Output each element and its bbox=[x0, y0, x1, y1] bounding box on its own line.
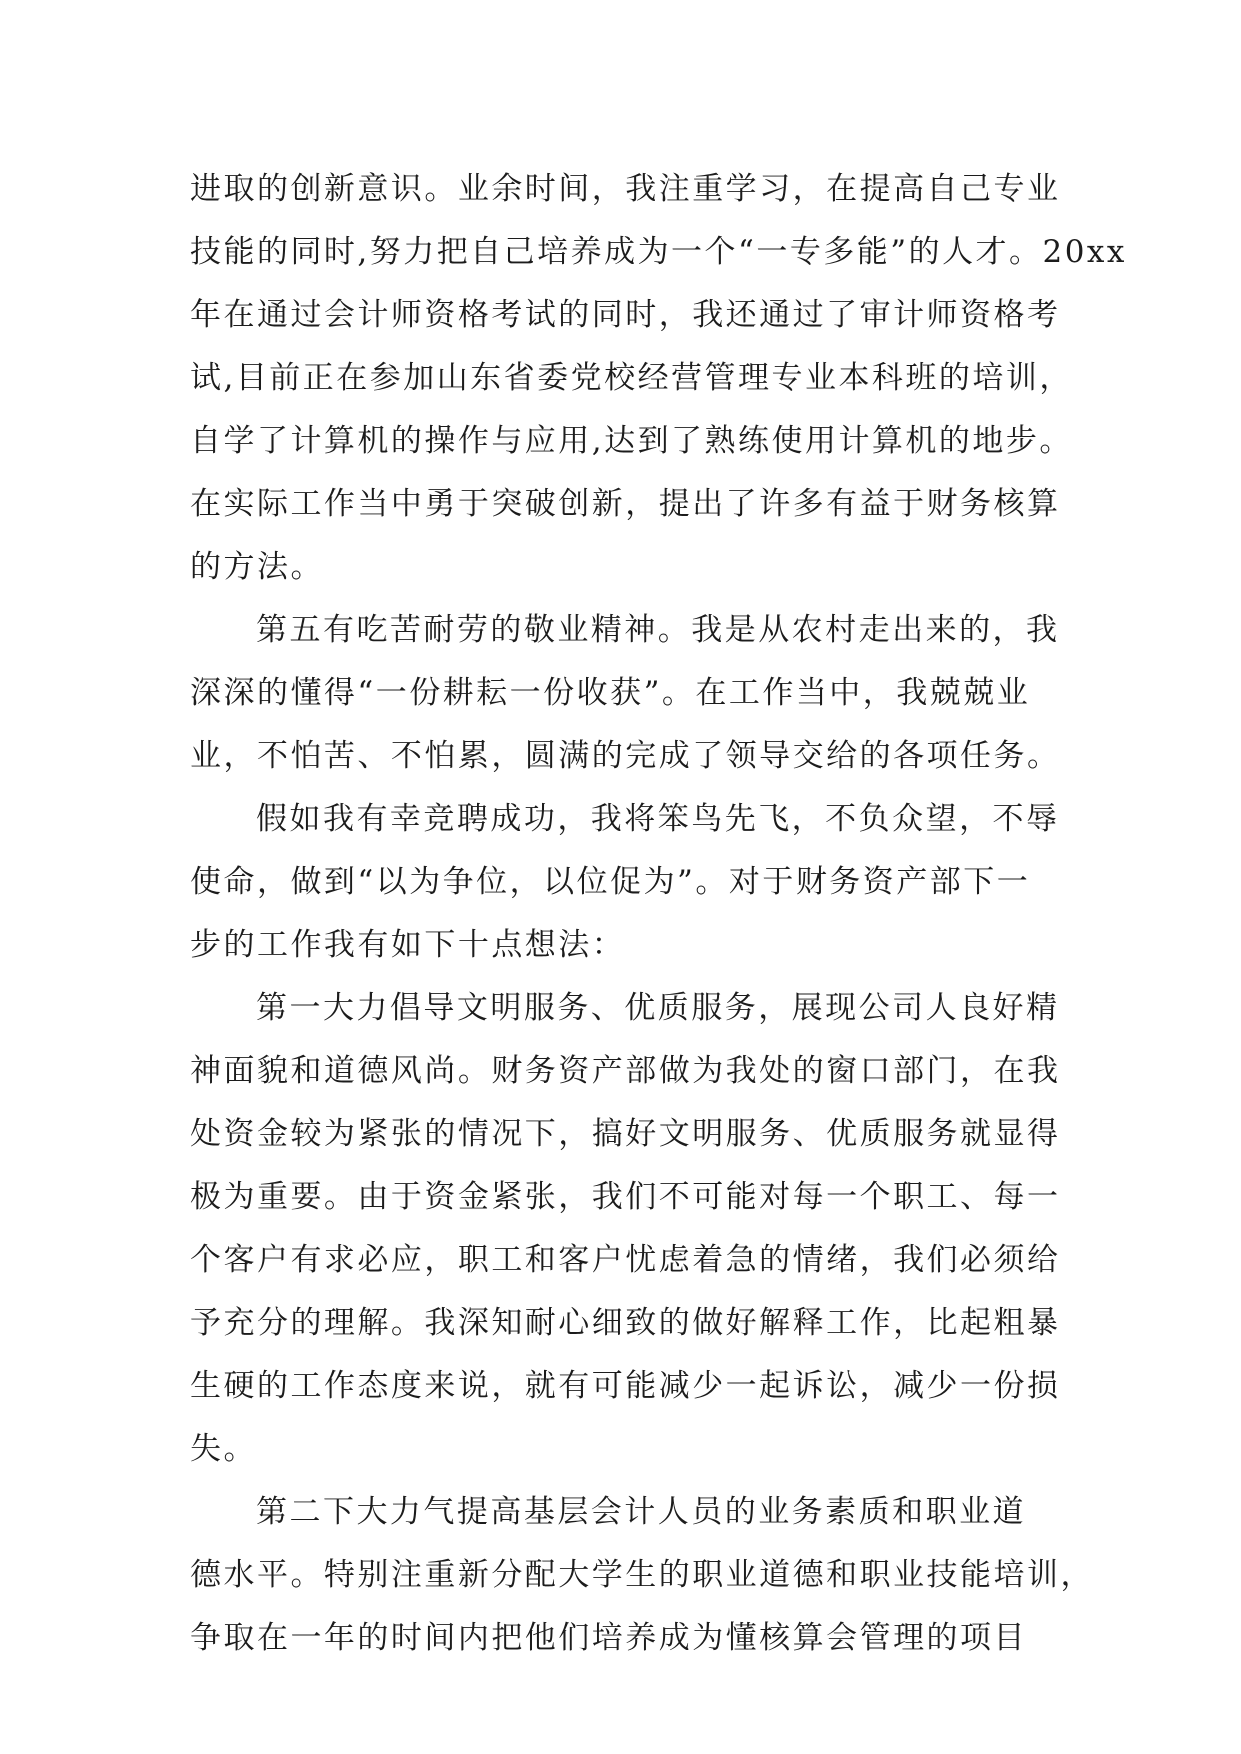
text-line: 争取在一年的时间内把他们培养成为懂核算会管理的项目 bbox=[190, 1620, 1027, 1656]
text-line: 业，不怕苦、不怕累，圆满的完成了领导交给的各项任务。 bbox=[190, 738, 1061, 774]
body-text bbox=[190, 158, 1127, 1670]
text-line: 的方法。 bbox=[190, 549, 324, 585]
paragraph-first-line: 第一大力倡导文明服务、优质服务，展现公司人良好精 bbox=[256, 990, 1060, 1026]
text-line: 进取的创新意识。业余时间，我注重学习，在提高自己专业 bbox=[190, 171, 1061, 207]
text-line: 生硬的工作态度来说，就有可能减少一起诉讼，减少一份损 bbox=[190, 1368, 1061, 1404]
text-line: 自学了计算机的操作与应用,达到了熟练使用计算机的地步。 bbox=[190, 423, 1073, 459]
text-line: 极为重要。由于资金紧张，我们不可能对每一个职工、每一 bbox=[190, 1179, 1061, 1215]
text-line: 步的工作我有如下十点想法： bbox=[190, 927, 626, 963]
paragraph-first-line: 第二下大力气提高基层会计人员的业务素质和职业道 bbox=[256, 1494, 1027, 1530]
text-line: 予充分的理解。我深知耐心细致的做好解释工作，比起粗暴 bbox=[190, 1305, 1061, 1341]
text-line: 使命，做到“以为争位，以位促为”。对于财务资产部下一 bbox=[190, 864, 1031, 900]
text-line: 处资金较为紧张的情况下，搞好文明服务、优质服务就显得 bbox=[190, 1116, 1061, 1152]
text-line: 失。 bbox=[190, 1431, 257, 1467]
text-line: 德水平。特别注重新分配大学生的职业道德和职业技能培训， bbox=[190, 1557, 1094, 1593]
text-line: 个客户有求必应，职工和客户忧虑着急的情绪，我们必须给 bbox=[190, 1242, 1061, 1278]
text-line: 深深的懂得“一份耕耘一份收获”。在工作当中，我兢兢业 bbox=[190, 675, 1031, 711]
text-line: 在实际工作当中勇于突破创新，提出了许多有益于财务核算 bbox=[190, 486, 1061, 522]
paragraph-first-line: 假如我有幸竞聘成功，我将笨鸟先飞，不负众望，不辱 bbox=[256, 801, 1060, 837]
text-line: 神面貌和道德风尚。财务资产部做为我处的窗口部门，在我 bbox=[190, 1053, 1061, 1089]
paragraph-first-line: 第五有吃苦耐劳的敬业精神。我是从农村走出来的，我 bbox=[256, 612, 1060, 648]
text-line: 年在通过会计师资格考试的同时，我还通过了审计师资格考 bbox=[190, 297, 1061, 333]
text-line: 试,目前正在参加山东省委党校经营管理专业本科班的培训， bbox=[190, 360, 1073, 396]
text-line: 技能的同时,努力把自己培养成为一个“一专多能”的人才。20xx bbox=[190, 234, 1127, 270]
